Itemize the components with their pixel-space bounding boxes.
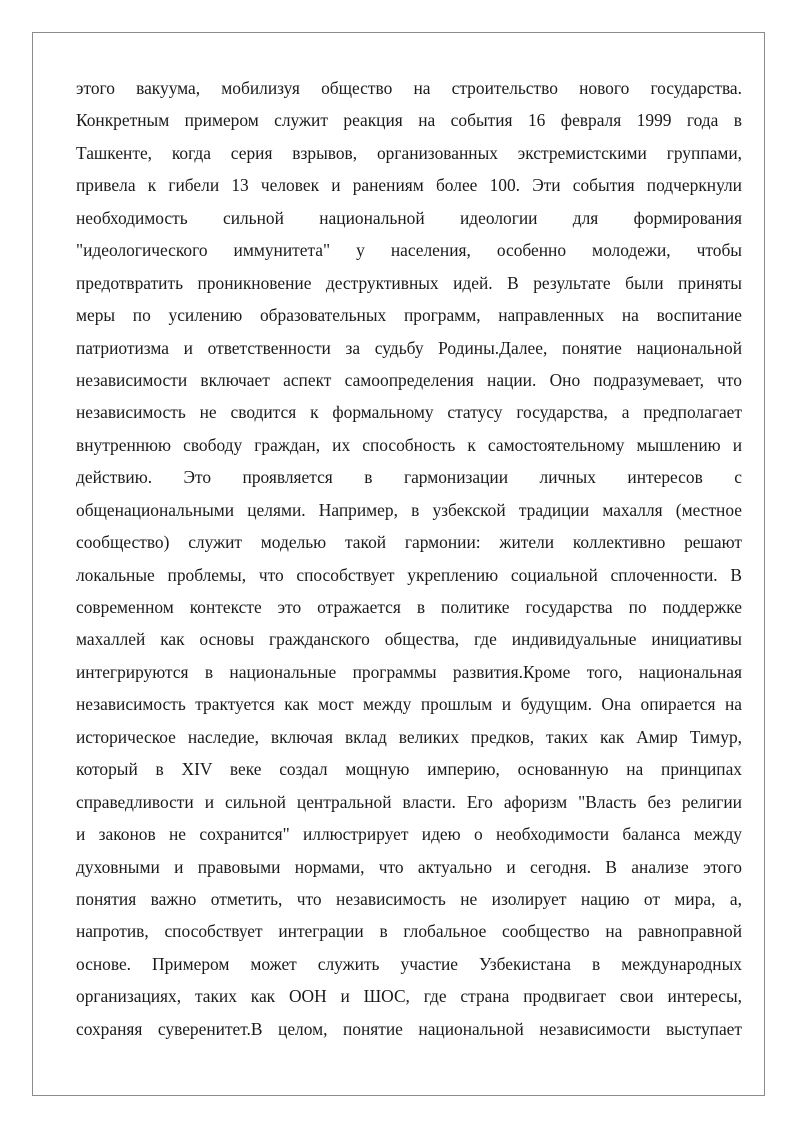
text-line: независимость трактуется как мост между прошлым и будущим. Она опирается на: [76, 694, 742, 715]
text-line: независимость не сводится к формальному статусу государства, а предполагает: [76, 402, 742, 423]
text-line: махаллей как основы гражданского общества, где индивидуальные инициативы: [76, 629, 742, 650]
text-line: интегрируются в национальные программы развития.Кроме того, национальная: [76, 661, 742, 682]
text-line: этого вакуума, мобилизуя общество на строительство нового государства.: [76, 78, 742, 98]
text-line: историческое наследие, включая вклад великих предков, таких как Амир Тимур,: [76, 726, 742, 747]
text-line: Ташкенте, когда серия взрывов, организованных экстремистскими группами,: [76, 142, 742, 163]
text-line: справедливости и сильной центральной власти. Его афоризм "Власть без религии: [76, 791, 742, 812]
text-line: Конкретным примером служит реакция на события 16 февраля 1999 года в: [76, 110, 742, 131]
text-line: сохраняя суверенитет.В целом, понятие национальной независимости выступает: [76, 1018, 742, 1039]
text-line: напротив, способствует интеграции в глобальное сообщество на равноправной: [76, 921, 742, 942]
text-line: организациях, таких как ООН и ШОС, где страна продвигает свои интересы,: [76, 986, 742, 1007]
text-line: сообщество) служит моделью такой гармонии: жители коллективно решают: [76, 532, 742, 553]
text-line: внутреннюю свободу граждан, их способность к самостоятельному мышлению и: [76, 434, 742, 455]
text-line: предотвратить проникновение деструктивных идей. В результате были приняты: [76, 272, 742, 293]
text-line: духовными и правовыми нормами, что актуально и сегодня. В анализе этого: [76, 856, 742, 877]
text-line: "идеологического иммунитета" у населения, особенно молодежи, чтобы: [76, 240, 742, 261]
text-line: локальные проблемы, что способствует укреплению социальной сплоченности. В: [76, 564, 742, 585]
text-line: патриотизма и ответственности за судьбу Родины.Далее, понятие национальной: [76, 337, 742, 358]
text-line: привела к гибели 13 человек и ранениям более 100. Эти события подчеркнули: [76, 175, 742, 196]
text-line: общенациональными целями. Например, в узбекской традиции махалля (местное: [76, 499, 742, 520]
text-line: современном контексте это отражается в политике государства по поддержке: [76, 597, 742, 617]
text-line: основе. Примером может служить участие Узбекистана в международных: [76, 953, 742, 974]
document-body: [76, 72, 742, 1045]
text-line: меры по усилению образовательных программ, направленных на воспитание: [76, 305, 742, 326]
text-line: понятия важно отметить, что независимость не изолирует нацию от мира, а,: [76, 888, 742, 909]
text-line: и законов не сохранится" иллюстрирует идею о необходимости баланса между: [76, 824, 742, 845]
text-line: действию. Это проявляется в гармонизации личных интересов с: [76, 467, 742, 488]
text-line: независимости включает аспект самоопределения нации. Оно подразумевает, что: [76, 369, 742, 390]
text-line: необходимость сильной национальной идеологии для формирования: [76, 207, 742, 228]
text-line: который в XIV веке создал мощную империю, основанную на принципах: [76, 759, 742, 780]
